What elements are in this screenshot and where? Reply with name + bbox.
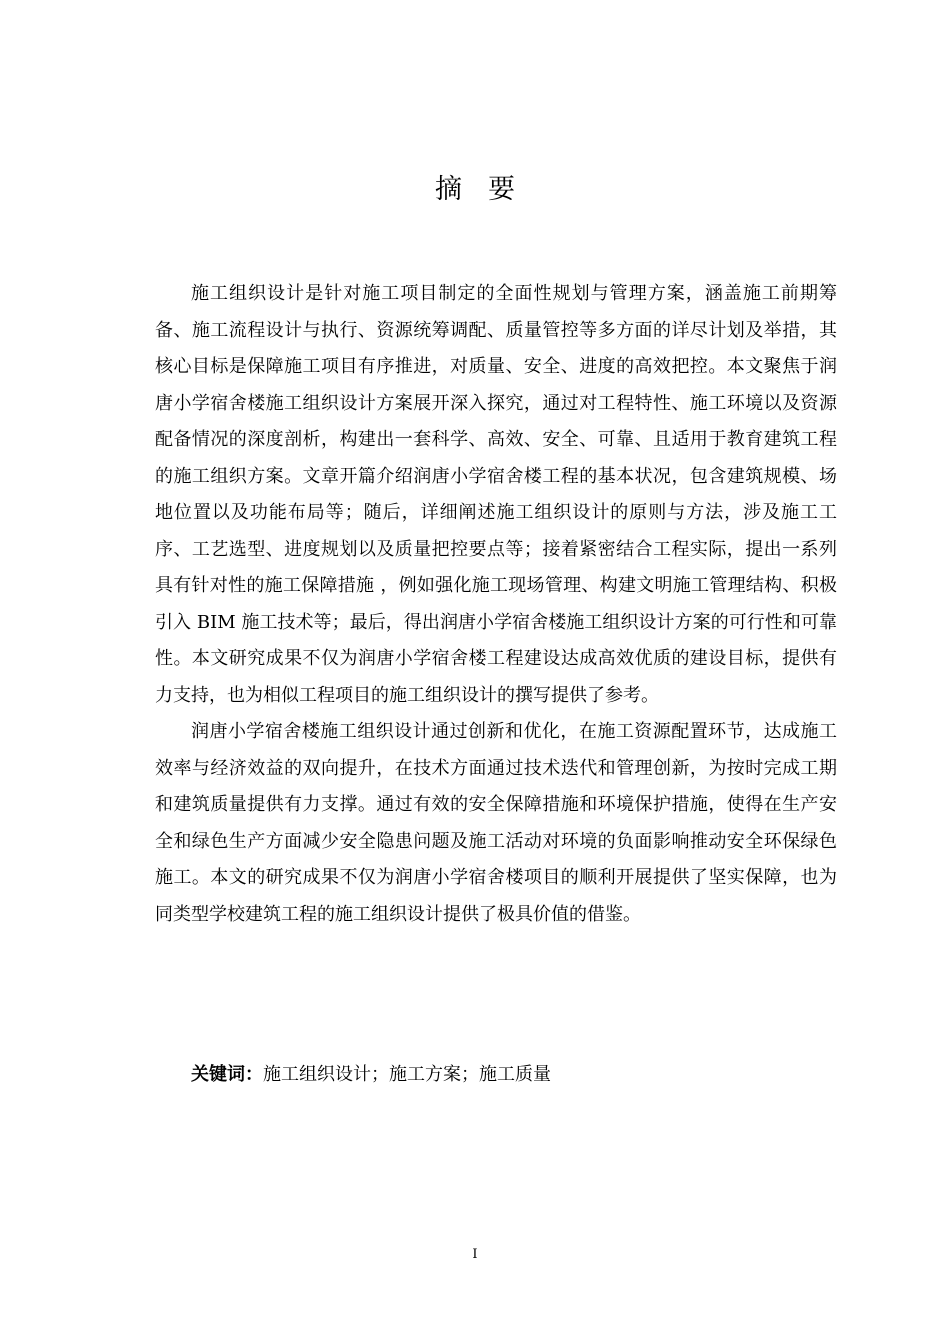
abstract-paragraph-1: 施工组织设计是针对施工项目制定的全面性规划与管理方案，涵盖施工前期筹备、施工流程设计与执行、资源统筹调配、质量管控等多方面的详尽计划及举措，其核心目标是保障施工项目有序推进，对质量、安全、进度的高效把控。本文聚焦于润唐小学宿舍楼施工组织设计方案展开深入探究，通过对工程特性、施工环境以及资源配备情况的深度剖析，构建出一套科学、高效、安全、可靠、且适用于教育建筑工程的施工组织方案。文章开篇介绍润唐小学宿舍楼工程的基本状况，包含建筑规模、场地位置以及功能布局等；随后，详细阐述施工组织设计的原则与方法，涉及施工工序、工艺选型、进度规划以及质量把控要点等；接着紧密结合工程实际，提出一系列具有针对性的施工保障措施 ，例如强化施工现场管理、构建文明施工管理结构、积极引入 BIM 施工技术等；最后，得出润唐小学宿舍楼施工组织设计方案的可行性和可靠性。本文研究成果不仅为润唐小学宿舍楼工程建设达成高效优质的建设目标，提供有力支持，也为相似工程项目的施工组织设计的撰写提供了参考。 xyxy=(155,283,837,706)
keywords-text: 施工组织设计；施工方案；施工质量 xyxy=(263,1064,551,1085)
keywords-label: 关键词： xyxy=(191,1064,263,1085)
abstract-paragraph-2: 润唐小学宿舍楼施工组织设计通过创新和优化，在施工资源配置环节，达成施工效率与经济效益的双向提升，在技术方面通过技术迭代和管理创新，为按时完成工期和建筑质量提供有力支撑。通过有效的安全保障措施和环境保护措施，使得在生产安全和绿色生产方面减少安全隐患问题及施工活动对环境的负面影响推动安全环保绿色施工。本文的研究成果不仅为润唐小学宿舍楼项目的顺利开展提供了坚实保障，也为同类型学校建筑工程的施工组织设计提供了极具价值的借鉴。 xyxy=(155,721,837,925)
keywords-line xyxy=(155,1057,837,1093)
abstract-body xyxy=(155,276,837,933)
page-number: I xyxy=(472,1247,478,1262)
page-title: 摘要 xyxy=(435,174,541,205)
